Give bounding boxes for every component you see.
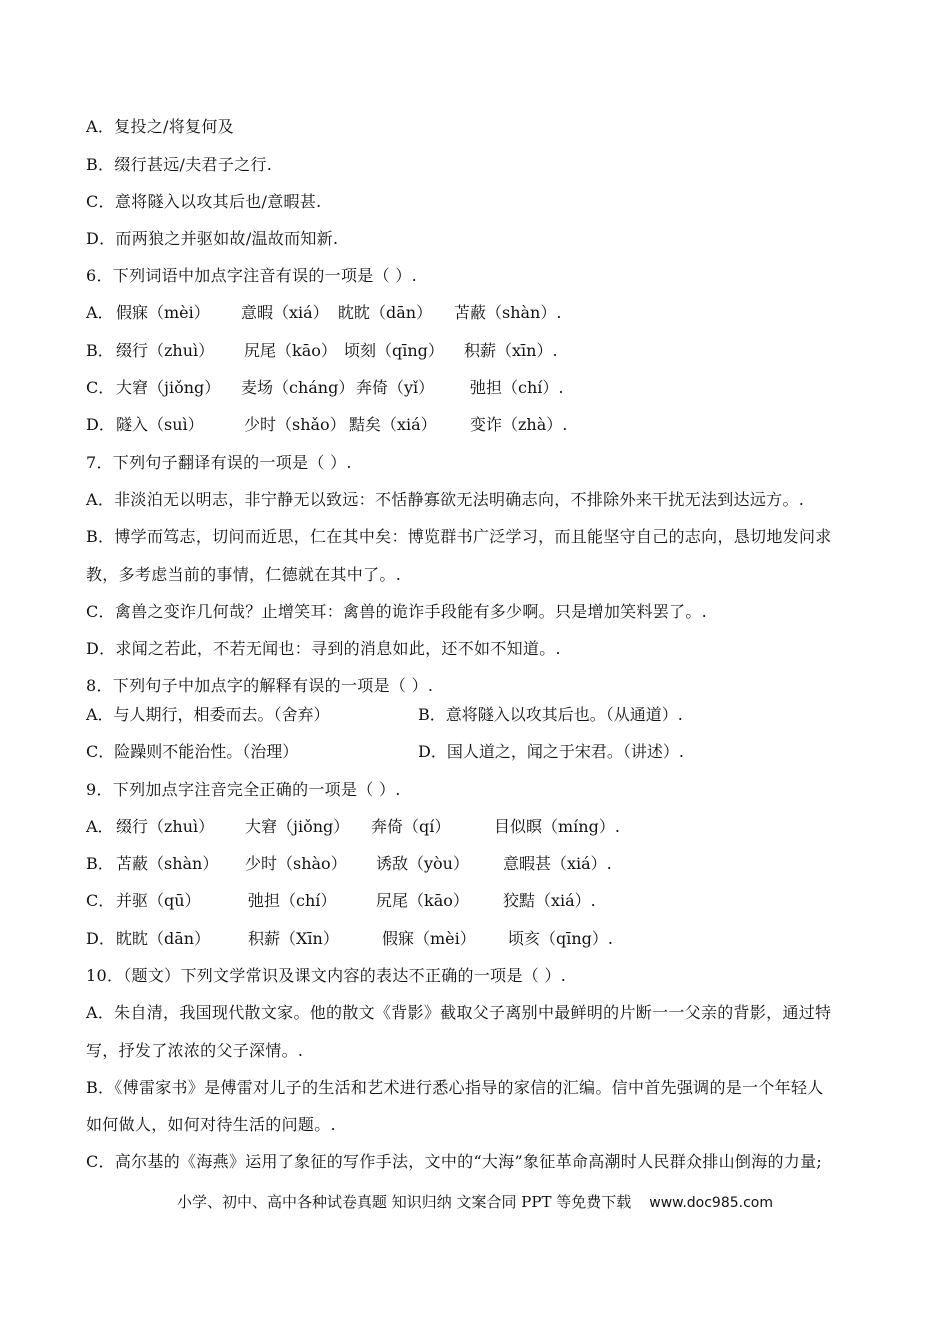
q9-option-a bbox=[86, 817, 866, 837]
option-item: 积薪（Xīn） bbox=[248, 929, 339, 948]
option-item: 大窘（jiǒng） bbox=[116, 378, 221, 397]
option-item: 尻尾（kāo） bbox=[376, 891, 469, 910]
option-item: 弛担（chí）. bbox=[470, 378, 564, 397]
q6-stem: 6．下列词语中加点字注音有误的一项是（ ）. bbox=[86, 266, 417, 285]
q8-option-c: C．险躁则不能治性。（治理） bbox=[86, 742, 299, 761]
q9-option-d bbox=[86, 929, 866, 949]
option-item: 假寐（mèi） bbox=[116, 303, 210, 322]
q10-option-a-line1: A．朱自清，我国现代散文家。他的散文《背影》截取父子离别中最鲜明的片断一一父亲的背影，通过特 bbox=[86, 1003, 832, 1022]
option-label: B． bbox=[86, 341, 114, 360]
option-item: 并驱（qū） bbox=[116, 891, 201, 910]
q5-option-a: A．复投之/将复何及 bbox=[86, 117, 234, 136]
q10-option-a-line2: 写，抒发了浓浓的父子深情。. bbox=[86, 1041, 304, 1060]
option-item: 眈眈（dān） bbox=[338, 303, 433, 322]
option-item: 少时（shào） bbox=[245, 854, 347, 873]
q5-option-c: C．意将隧入以攻其后也/意暇甚. bbox=[86, 192, 322, 211]
q5-option-b: B．缀行甚远/夫君子之行. bbox=[86, 155, 273, 174]
q8-option-b: B．意将隧入以攻其后也。（从通道）. bbox=[418, 705, 683, 724]
option-label: D． bbox=[86, 415, 115, 434]
footer-text: 小学、初中、高中各种试卷真题 知识归纳 文案合同 PPT 等免费下载 bbox=[176, 1193, 632, 1211]
option-item: 顷亥（qīng）. bbox=[508, 929, 613, 948]
option-item: 隧入（suì） bbox=[116, 415, 204, 434]
q10-stem: 10．（题文）下列文学常识及课文内容的表达不正确的一项是（ ）. bbox=[86, 966, 567, 985]
q7-option-c: C．禽兽之变诈几何哉？止增笑耳：禽兽的诡诈手段能有多少啊。只是增加笑料罢了。. bbox=[86, 602, 708, 621]
q8-row-ab bbox=[86, 705, 866, 725]
option-item: 尻尾（kāo） bbox=[244, 341, 337, 360]
q8-row-cd bbox=[86, 742, 866, 762]
q9-option-b bbox=[86, 854, 866, 874]
q7-option-b-line2: 教，多考虑当前的事情，仁德就在其中了。. bbox=[86, 565, 402, 584]
q7-option-d: D．求闻之若此，不若无闻也：寻到的消息如此，还不如不知道。. bbox=[86, 639, 561, 658]
option-item: 变诈（zhà）. bbox=[470, 415, 568, 434]
q8-option-d: D．国人道之，闻之于宋君。（讲述）. bbox=[418, 742, 684, 761]
option-item: 积薪（xīn）. bbox=[464, 341, 558, 360]
option-item: 苫蔽（shàn）. bbox=[454, 303, 562, 322]
q10-option-b-line1: B．《傅雷家书》是傅雷对儿子的生活和艺术进行悉心指导的家信的汇编。信中首先强调的是一个年轻人 bbox=[86, 1078, 824, 1097]
q6-option-b bbox=[86, 341, 866, 361]
q7-option-a: A．非淡泊无以明志，非宁静无以致远：不恬静寡欲无法明确志向，不排除外来干扰无法到达远方。. bbox=[86, 490, 805, 509]
option-item: 奔倚（qí） bbox=[371, 817, 451, 836]
option-item: 奔倚（yǐ） bbox=[356, 378, 435, 397]
option-item: 目似瞑（míng）. bbox=[494, 817, 620, 836]
option-label: D． bbox=[86, 929, 115, 948]
option-item: 假寐（mèi） bbox=[382, 929, 476, 948]
footer-site-link[interactable]: www.doc985.com bbox=[649, 1195, 773, 1211]
option-item: 麦场（cháng） bbox=[241, 378, 355, 397]
option-label: A． bbox=[86, 303, 114, 322]
option-item: 诱敌（yòu） bbox=[376, 854, 469, 873]
option-label: C． bbox=[86, 891, 115, 910]
option-item: 顷刻（qīng） bbox=[344, 341, 444, 360]
q6-option-a bbox=[86, 303, 866, 323]
q10-option-b-line2: 如何做人，如何对待生活的问题。. bbox=[86, 1115, 336, 1134]
q9-stem: 9．下列加点字注音完全正确的一项是（ ）. bbox=[86, 780, 401, 799]
option-item: 缀行（zhuì） bbox=[116, 817, 215, 836]
q6-option-d bbox=[86, 415, 866, 435]
option-item: 意暇甚（xiá）. bbox=[503, 854, 612, 873]
q9-option-c bbox=[86, 891, 866, 911]
option-item: 黠矣（xiá） bbox=[349, 415, 437, 434]
q8-option-a: A．与人期行，相委而去。（舍弃） bbox=[86, 705, 330, 724]
option-item: 眈眈（dān） bbox=[116, 929, 211, 948]
option-item: 意暇（xiá） bbox=[241, 303, 329, 322]
option-label: A． bbox=[86, 817, 114, 836]
option-item: 狡黠（xiá）. bbox=[503, 891, 596, 910]
option-label: C． bbox=[86, 378, 115, 397]
option-item: 少时（shǎo） bbox=[244, 415, 346, 434]
option-item: 苫蔽（shàn） bbox=[116, 854, 219, 873]
q8-stem: 8．下列句子中加点字的解释有误的一项是（ ）. bbox=[86, 676, 434, 695]
option-label: B． bbox=[86, 854, 114, 873]
page-footer bbox=[0, 1192, 950, 1213]
q7-stem: 7．下列句子翻译有误的一项是（ ）. bbox=[86, 453, 352, 472]
q5-option-d: D．而两狼之并驱如故/温故而知新. bbox=[86, 229, 339, 248]
option-item: 弛担（chí） bbox=[248, 891, 337, 910]
q7-option-b-line1: B．博学而笃志，切问而近思，仁在其中矣：博览群书广泛学习，而且能坚守自己的志向，恳切地发问求 bbox=[86, 527, 832, 546]
q10-option-c: C．高尔基的《海燕》运用了象征的写作手法，文中的“大海”象征革命高潮时人民群众排山倒海的力量; bbox=[86, 1152, 823, 1171]
q6-option-c bbox=[86, 378, 866, 398]
option-item: 大窘（jiǒng） bbox=[245, 817, 350, 836]
option-item: 缀行（zhuì） bbox=[116, 341, 215, 360]
